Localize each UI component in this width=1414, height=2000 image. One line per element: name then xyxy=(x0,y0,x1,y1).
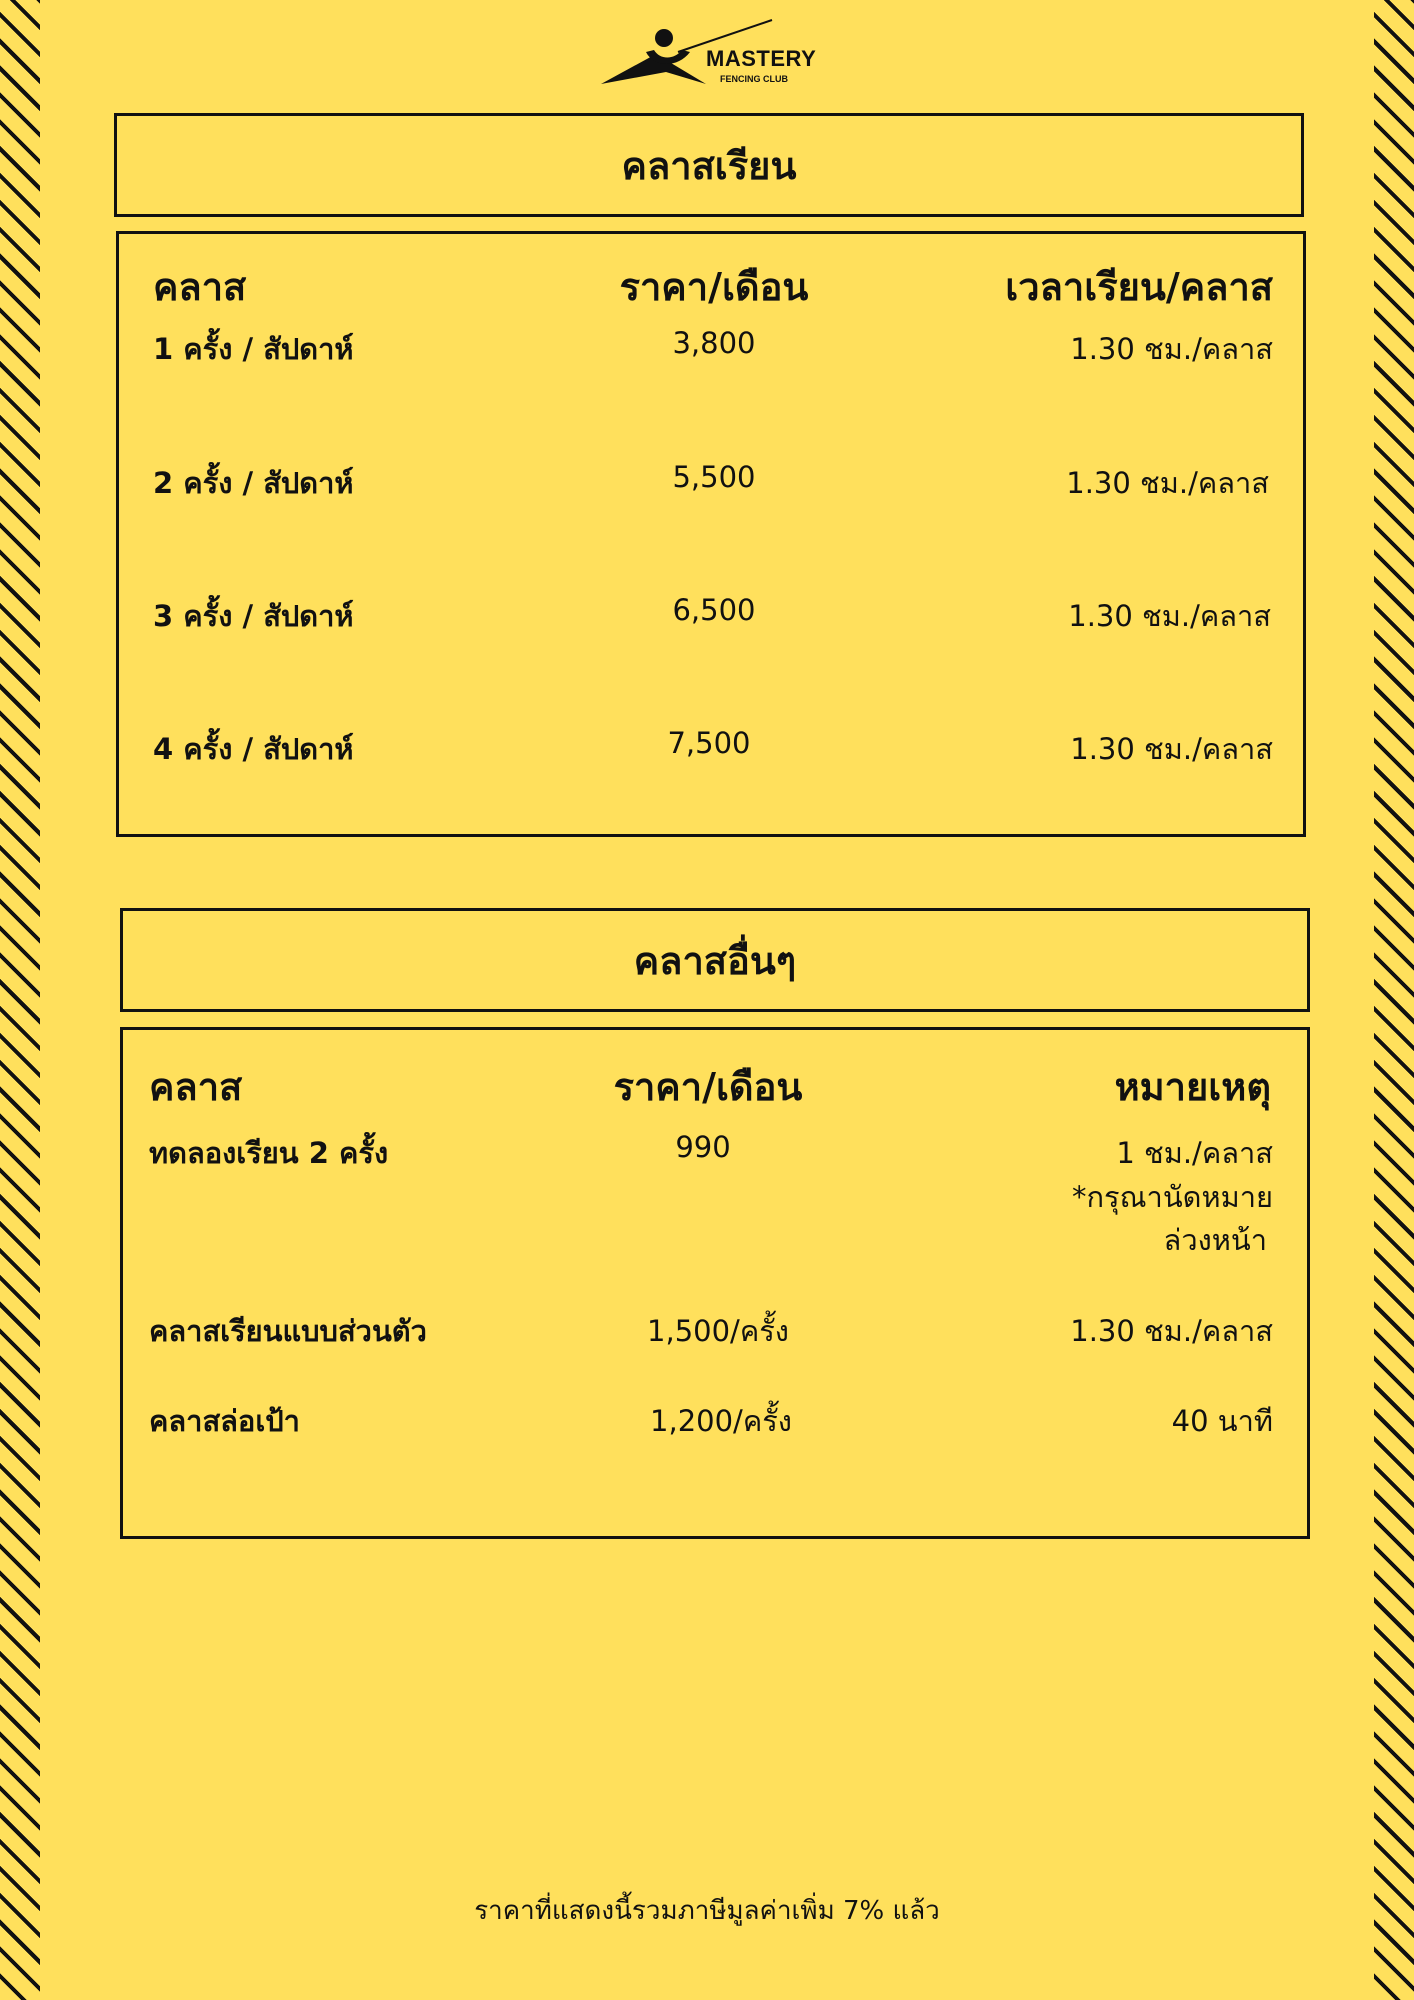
class-row-label: 3 ครั้ง / สัปดาห์ xyxy=(153,599,354,633)
classes-title: คลาสเรียน xyxy=(621,143,797,188)
other-row-price: 1,500/ครั้ง xyxy=(647,1314,789,1348)
other-row-note: *กรุณานัดหมาย xyxy=(1072,1180,1273,1214)
other-row-note: 1.30 ชม./คลาส xyxy=(1070,1314,1273,1348)
classes-table xyxy=(116,231,1306,837)
class-row-duration: 1.30 ชม./คลาส xyxy=(1070,332,1273,366)
class-row-label: 2 ครั้ง / สัปดาห์ xyxy=(153,466,354,500)
logo-brand-text: MASTERY xyxy=(706,46,817,71)
other-row-note: 40 นาที xyxy=(1171,1404,1273,1438)
other-classes-table xyxy=(120,1027,1310,1539)
other-header-class: คลาส xyxy=(149,1065,243,1109)
class-row-price: 3,800 xyxy=(672,326,756,360)
classes-header-price: ราคา/เดือน xyxy=(619,265,809,309)
classes-header-duration: เวลาเรียน/คลาส xyxy=(1005,265,1273,309)
other-header-price: ราคา/เดือน xyxy=(613,1065,803,1109)
club-logo xyxy=(596,16,816,90)
other-classes-title-box xyxy=(120,908,1310,1012)
other-row-price: 990 xyxy=(675,1130,731,1164)
class-row-price: 5,500 xyxy=(672,460,756,494)
right-stripe-border xyxy=(1374,0,1414,2000)
other-row-label: คลาสเรียนแบบส่วนตัว xyxy=(149,1314,427,1348)
class-row-duration: 1.30 ชม./คลาส xyxy=(1070,732,1273,766)
class-row-label: 1 ครั้ง / สัปดาห์ xyxy=(153,332,354,366)
other-classes-title: คลาสอื่นๆ xyxy=(633,938,797,983)
other-row-note: 1 ชม./คลาส xyxy=(1116,1136,1273,1170)
other-row-label: คลาสล่อเป้า xyxy=(149,1404,300,1438)
class-row-price: 7,500 xyxy=(667,726,751,760)
logo-subtitle: FENCING CLUB xyxy=(720,74,788,84)
left-stripe-border xyxy=(0,0,40,2000)
other-row-price: 1,200/ครั้ง xyxy=(650,1404,792,1438)
classes-title-box xyxy=(114,113,1304,217)
other-header-note: หมายเหตุ xyxy=(1114,1065,1271,1109)
class-row-duration: 1.30 ชม./คลาส xyxy=(1068,599,1271,633)
class-row-price: 6,500 xyxy=(672,593,756,627)
other-row-note: ล่วงหน้า xyxy=(1163,1223,1267,1257)
other-row-label: ทดลองเรียน 2 ครั้ง xyxy=(149,1136,389,1170)
vat-note: ราคาที่แสดงนี้รวมภาษีมูลค่าเพิ่ม 7% แล้ว xyxy=(474,1896,940,1926)
classes-header-class: คลาส xyxy=(153,265,247,309)
class-row-duration: 1.30 ชม./คลาส xyxy=(1066,466,1269,500)
class-row-label: 4 ครั้ง / สัปดาห์ xyxy=(153,732,354,766)
